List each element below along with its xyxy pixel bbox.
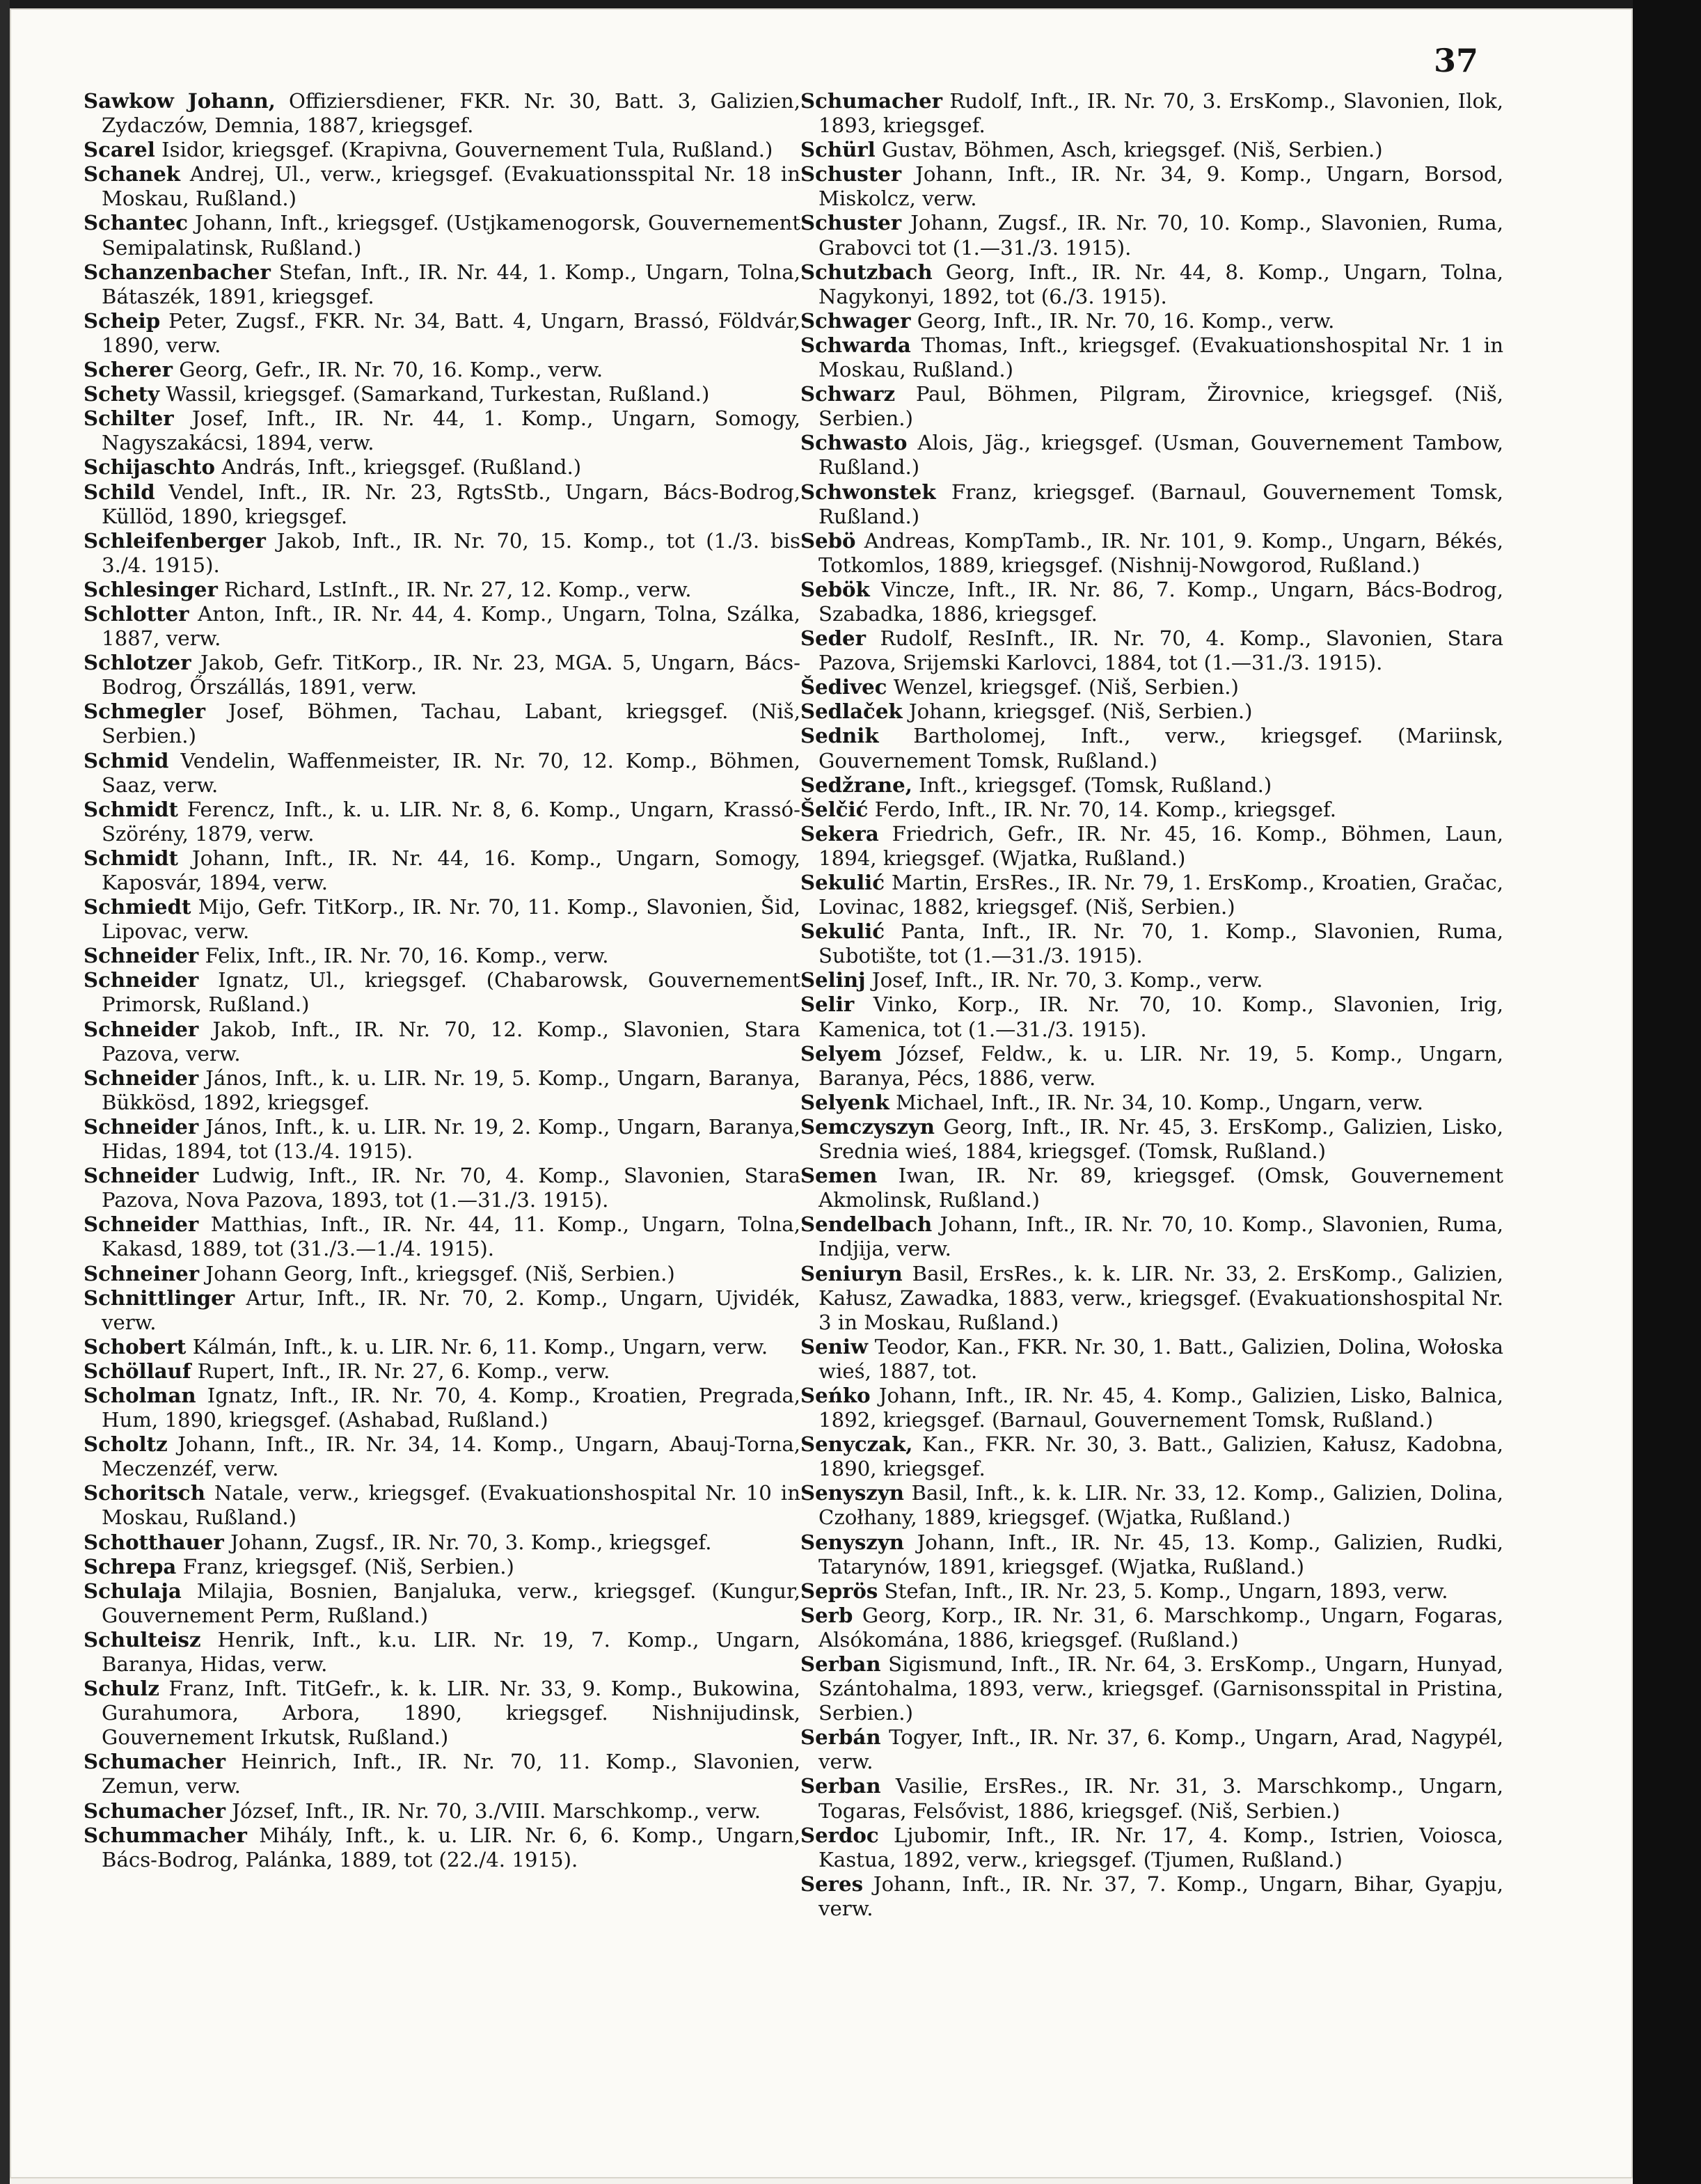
entry-name: Senyczak, (800, 1432, 913, 1457)
list-entry (84, 1823, 800, 1872)
entry-name: Seniw (800, 1334, 869, 1359)
list-entry (800, 1432, 1503, 1481)
entry-name: Senyszyn (800, 1530, 905, 1554)
entry-details: Johann, Inft., IR. Nr. 45, 13. Komp., Galizien, Rudki, Tatarynów, 1891, kriegsgef. (Wjatka, Rußland.) (818, 1530, 1503, 1578)
entry-details: Johann Georg, Inft., kriegsgef. (Niš, Serbien.) (199, 1261, 675, 1285)
entry-details: József, Feldw., k. u. LIR. Nr. 19, 5. Komp., Ungarn, Baranya, Pécs, 1886, verw. (818, 1041, 1503, 1090)
entry-name: Schijaschto (84, 455, 216, 480)
entry-details: Josef, Inft., IR. Nr. 70, 3. Komp., verw. (865, 968, 1263, 992)
entry-details: Johann, Inft., IR. Nr. 44, 16. Komp., Ungarn, Somogy, Kaposvár, 1894, verw. (102, 846, 800, 894)
entry-name: Schulz (84, 1677, 159, 1701)
entry-details: Georg, Inft., IR. Nr. 70, 16. Komp., verw. (910, 308, 1335, 333)
entry-name: Schmiedt (84, 895, 191, 919)
entry-name: Schwarz (800, 382, 896, 406)
list-entry (800, 1872, 1503, 1921)
entry-details: Henrik, Inft., k.u. LIR. Nr. 19, 7. Komp., Ungarn, Baranya, Hidas, verw. (102, 1627, 800, 1676)
list-entry (84, 1677, 800, 1750)
list-entry (800, 1212, 1503, 1261)
list-entry (84, 1115, 800, 1164)
entry-name: Schutzbach (800, 260, 933, 284)
entry-name: Semczyszyn (800, 1114, 935, 1139)
entry-details: Peter, Zugsf., FKR. Nr. 34, Batt. 4, Ungarn, Brassó, Földvár, 1890, verw. (102, 308, 800, 357)
list-entry (84, 529, 800, 578)
entry-name: Serb (800, 1603, 853, 1627)
entry-details: Vinko, Korp., IR. Nr. 70, 10. Komp., Slavonien, Irig, Kamenica, tot (1.—31./3. 1915). (818, 992, 1503, 1041)
entry-name: Schilter (84, 406, 174, 431)
entry-name: Schneider (84, 1114, 199, 1139)
entry-name: Schantec (84, 211, 189, 235)
entry-details: Georg, Inft., IR. Nr. 45, 3. ErsKomp., Galizien, Lisko, Srednia wieś, 1884, kriegsgef. (Tomsk, Rußland.) (818, 1114, 1503, 1164)
entry-name: Schulaja (84, 1578, 182, 1603)
entry-name: Schumacher (84, 1750, 226, 1774)
entry-name: Schneider (84, 1066, 199, 1090)
list-entry (800, 480, 1503, 529)
list-entry (84, 798, 800, 846)
entry-details: Franz, Inft. TitGefr., k. k. LIR. Nr. 33, 9. Komp., Bukowina, Gurahumora, Arbora, 1890, kriegsgef. Nishnijudinsk, Gouvernement Irkutsk, Rußland.) (102, 1677, 800, 1750)
list-entry (84, 1286, 800, 1335)
list-entry (84, 1212, 800, 1261)
list-entry (84, 162, 800, 211)
entry-name: Schlesinger (84, 577, 218, 601)
entry-name: Schulteisz (84, 1627, 201, 1652)
entry-details: Heinrich, Inft., IR. Nr. 70, 11. Komp., Slavonien, Zemun, verw. (102, 1750, 800, 1798)
list-entry (800, 1725, 1503, 1774)
list-entry (800, 699, 1503, 724)
entry-details: Richard, LstInft., IR. Nr. 27, 12. Komp., verw. (217, 577, 692, 601)
entry-details: Ferencz, Inft., k. u. LIR. Nr. 8, 6. Komp., Ungarn, Krassó-Szörény, 1879, verw. (102, 797, 800, 846)
list-entry (84, 480, 800, 529)
entry-name: Schwager (800, 308, 911, 333)
list-entry (84, 382, 800, 406)
entry-details: Jakob, Inft., IR. Nr. 70, 15. Komp., tot (1./3. bis 3./4. 1915). (102, 528, 800, 577)
entry-name: Schety (84, 382, 160, 406)
entry-name: Schummacher (84, 1823, 247, 1847)
list-entry (800, 1115, 1503, 1164)
entry-name: Schwarda (800, 333, 911, 357)
list-entry (800, 1164, 1503, 1212)
list-entry (800, 138, 1503, 162)
entry-details: Vendel, Inft., IR. Nr. 23, RgtsStb., Ungarn, Bács-Bodrog, Küllöd, 1890, kriegsgef. (102, 480, 800, 528)
entry-name: Šedivec (800, 675, 887, 699)
entry-details: Gustav, Böhmen, Asch, kriegsgef. (Niš, Serbien.) (875, 138, 1383, 162)
entry-details: Kálmán, Inft., k. u. LIR. Nr. 6, 11. Komp., Ungarn, verw. (186, 1334, 768, 1359)
list-entry (84, 406, 800, 455)
entry-details: Johann, Zugsf., IR. Nr. 70, 3. Komp., kriegsgef. (223, 1530, 712, 1554)
entry-name: Scheip (84, 308, 161, 333)
entry-name: Schuster (800, 162, 902, 187)
entry-name: Selyem (800, 1041, 883, 1066)
list-entry (84, 1555, 800, 1579)
list-entry (800, 529, 1503, 578)
list-entry (84, 309, 800, 358)
entry-name: Schmidt (84, 846, 178, 870)
entry-details: Jakob, Inft., IR. Nr. 70, 12. Komp., Slavonien, Stara Pazova, verw. (102, 1017, 800, 1066)
entry-name: Serbán (800, 1725, 881, 1750)
left-column (84, 89, 800, 1872)
entry-details: Ludwig, Inft., IR. Nr. 70, 4. Komp., Slavonien, Stara Pazova, Nova Pazova, 1893, tot (1.—31./3. 1915). (102, 1164, 800, 1212)
entry-details: Stefan, Inft., IR. Nr. 44, 1. Komp., Ungarn, Tolna, Bátaszék, 1891, kriegsgef. (102, 260, 800, 308)
entry-name: Schotthauer (84, 1530, 224, 1554)
list-entry (800, 1262, 1503, 1335)
list-entry (800, 211, 1503, 260)
list-entry (84, 138, 800, 162)
entry-details: Andreas, KompTamb., IR. Nr. 101, 9. Komp., Ungarn, Békés, Totkomlos, 1889, kriegsgef. (Nishnij-Nowgorod, Rußland.) (818, 528, 1503, 577)
entry-name: Sekulić (800, 871, 885, 894)
list-entry (800, 919, 1503, 968)
list-entry (84, 1530, 800, 1555)
list-entry (800, 1530, 1503, 1579)
entry-name: Seprös (800, 1578, 878, 1603)
entry-name: Seder (800, 626, 867, 651)
list-entry (800, 1774, 1503, 1823)
entry-details: Martin, ErsRes., IR. Nr. 79, 1. ErsKomp., Kroatien, Gračac, Lovinac, 1882, kriegsgef. (Niš, Serbien.) (818, 871, 1503, 919)
list-entry (84, 1066, 800, 1115)
list-entry (84, 1750, 800, 1798)
scan-left-edge (0, 0, 10, 2184)
entry-details: Artur, Inft., IR. Nr. 70, 2. Komp., Ungarn, Ujvidék, verw. (102, 1285, 800, 1334)
entry-details: Johann, Inft., IR. Nr. 34, 14. Komp., Ungarn, Abauj-Torna, Meczenzéf, verw. (102, 1432, 800, 1481)
entry-name: Seńko (800, 1383, 871, 1407)
list-entry (84, 211, 800, 260)
entry-name: Schanzenbacher (84, 260, 271, 284)
list-entry (800, 578, 1503, 626)
list-entry (800, 1481, 1503, 1530)
scan-top-edge (0, 0, 1701, 8)
entry-name: Scarel (84, 138, 155, 162)
entry-details: Georg, Gefr., IR. Nr. 70, 16. Komp., verw. (172, 358, 603, 382)
list-entry (800, 724, 1503, 773)
page-number: 37 (1434, 42, 1479, 79)
entry-details: Ignatz, Ul., kriegsgef. (Chabarowsk, Gouvernement Primorsk, Rußland.) (102, 968, 800, 1017)
entry-details: Thomas, Inft., kriegsgef. (Evakuationshospital Nr. 1 in Moskau, Rußland.) (818, 333, 1503, 382)
entry-details: Mihály, Inft., k. u. LIR. Nr. 6, 6. Komp., Ungarn, Bács-Bodrog, Palánka, 1889, tot (22./4. 1915). (102, 1823, 800, 1872)
entry-details: Vincze, Inft., IR. Nr. 86, 7. Komp., Ungarn, Bács-Bodrog, Szabadka, 1886, kriegsgef. (818, 577, 1503, 626)
list-entry (84, 89, 800, 138)
entry-name: Sebök (800, 577, 870, 601)
entry-details: Kan., FKR. Nr. 30, 3. Batt., Galizien, Kałusz, Kadobna, 1890, kriegsgef. (818, 1432, 1503, 1481)
list-entry (800, 675, 1503, 699)
entry-name: Senyszyn (800, 1481, 905, 1505)
entry-details: Wassil, kriegsgef. (Samarkand, Turkestan, Rußland.) (159, 382, 710, 406)
list-entry (800, 798, 1503, 822)
entry-details: Johann, Inft., IR. Nr. 34, 9. Komp., Ungarn, Borsod, Miskolcz, verw. (818, 162, 1503, 211)
entry-details: András, Inft., kriegsgef. (Rußland.) (215, 455, 582, 480)
entry-details: Mijo, Gefr. TitKorp., IR. Nr. 70, 11. Komp., Slavonien, Šid, Lipovac, verw. (102, 895, 800, 944)
entry-details: Franz, kriegsgef. (Niš, Serbien.) (176, 1554, 514, 1578)
entry-name: Schöllauf (84, 1359, 191, 1383)
entry-details: Iwan, IR. Nr. 89, kriegsgef. (Omsk, Gouvernement Akmolinsk, Rußland.) (818, 1164, 1503, 1212)
entry-name: Schumacher (84, 1798, 226, 1823)
list-entry (800, 992, 1503, 1041)
entry-details: Anton, Inft., IR. Nr. 44, 4. Komp., Ungarn, Tolna, Szálka, 1887, verw. (102, 601, 800, 651)
entry-details: Johann, Inft., IR. Nr. 45, 4. Komp., Galizien, Lisko, Balnica, 1892, kriegsgef. (Barnaul, Gouvernement Tomsk, Rußland.) (818, 1383, 1503, 1432)
entry-details: Rudolf, ResInft., IR. Nr. 70, 4. Komp., Slavonien, Stara Pazova, Srijemski Karlovci, 1884, tot (1.—31./3. 1915). (818, 626, 1503, 675)
entry-details: Andrej, Ul., verw., kriegsgef. (Evakuationsspital Nr. 18 in Moskau, Rußland.) (102, 162, 800, 211)
list-entry (800, 382, 1503, 431)
entry-name: Sedžrane, (800, 773, 912, 797)
entry-name: Schanek (84, 162, 180, 187)
entry-name: Scholtz (84, 1432, 168, 1457)
list-entry (84, 1359, 800, 1384)
list-entry (84, 358, 800, 382)
entry-name: Schnittlinger (84, 1285, 235, 1310)
list-entry (800, 773, 1503, 798)
list-entry (84, 1262, 800, 1286)
list-entry (84, 846, 800, 895)
entry-name: Scherer (84, 358, 173, 382)
entry-name: Selyenk (800, 1090, 889, 1114)
list-entry (84, 1018, 800, 1066)
entry-name: Schwonstek (800, 480, 936, 504)
list-entry (84, 944, 800, 968)
entry-details: Paul, Böhmen, Pilgram, Žirovnice, kriegsgef. (Niš, Serbien.) (818, 382, 1503, 431)
list-entry (800, 89, 1503, 138)
entry-details: Bartholomej, Inft., verw., kriegsgef. (Mariinsk, Gouvernement Tomsk, Rußland.) (818, 724, 1503, 773)
entry-name: Schumacher (800, 89, 943, 113)
entry-name: Sednik (800, 724, 879, 748)
entry-name: Schmegler (84, 699, 205, 724)
entry-name: Schlotter (84, 601, 189, 626)
entry-name: Schuster (800, 211, 902, 235)
list-entry (84, 1628, 800, 1677)
entry-name: Schmid (84, 748, 169, 773)
list-entry (800, 1335, 1503, 1384)
entry-name: Šelčić (800, 797, 869, 821)
entry-name: Schneiner (84, 1261, 200, 1285)
list-entry (800, 968, 1503, 992)
entry-details: József, Inft., IR. Nr. 70, 3./VIII. Marschkomp., verw. (226, 1798, 761, 1823)
entry-details: Jakob, Gefr. TitKorp., IR. Nr. 23, MGA. 5, Ungarn, Bács-Bodrog, Őrszállás, 1891, verw. (102, 651, 800, 699)
list-entry (84, 699, 800, 748)
entry-name: Seres (800, 1872, 864, 1896)
entry-details: Teodor, Kan., FKR. Nr. 30, 1. Batt., Galizien, Dolina, Wołoska wieś, 1887, tot. (818, 1334, 1503, 1383)
entry-details: Vendelin, Waffenmeister, IR. Nr. 70, 12. Komp., Böhmen, Saaz, verw. (102, 748, 800, 797)
list-entry (84, 1335, 800, 1359)
entry-details: Wenzel, kriegsgef. (Niš, Serbien.) (887, 675, 1239, 699)
entry-name: Schneider (84, 1164, 199, 1188)
list-entry (800, 1604, 1503, 1652)
list-entry (84, 1481, 800, 1530)
entry-details: Johann, Inft., IR. Nr. 37, 7. Komp., Ungarn, Bihar, Gyapju, verw. (818, 1872, 1503, 1920)
entry-details: Franz, kriegsgef. (Barnaul, Gouvernement Tomsk, Rußland.) (818, 480, 1503, 528)
entry-name: Semen (800, 1164, 878, 1188)
entry-name: Schwasto (800, 431, 908, 455)
list-entry (800, 1652, 1503, 1725)
list-entry (84, 1799, 800, 1823)
entry-name: Selir (800, 992, 855, 1017)
entry-name: Sekera (800, 821, 879, 846)
entry-details: Johann, Inft., IR. Nr. 70, 10. Komp., Slavonien, Ruma, Indjija, verw. (818, 1212, 1503, 1261)
entry-details: Togyer, Inft., IR. Nr. 37, 6. Komp., Ungarn, Arad, Nagypél, verw. (818, 1725, 1503, 1774)
list-entry (84, 260, 800, 309)
list-entry (84, 1164, 800, 1212)
entry-details: Basil, ErsRes., k. k. LIR. Nr. 33, 2. ErsKomp., Galizien, Kałusz, Zawadka, 1883, verw., kriegsgef. (Evakuationshospital Nr. 3 in Moskau, Rußland.) (818, 1261, 1503, 1334)
entry-details: Vasilie, ErsRes., IR. Nr. 31, 3. Marschkomp., Ungarn, Togaras, Felsővist, 1886, kriegsgef. (Niš, Serbien.) (818, 1774, 1503, 1823)
entry-details: Matthias, Inft., IR. Nr. 44, 11. Komp., Ungarn, Tolna, Kakasd, 1889, tot (31./3.—1./4. 1915). (102, 1212, 800, 1261)
list-entry (84, 578, 800, 602)
entry-details: Josef, Böhmen, Tachau, Labant, kriegsgef. (Niš, Serbien.) (102, 699, 800, 748)
entry-name: Sebö (800, 528, 856, 553)
entry-details: Johann, Zugsf., IR. Nr. 70, 10. Komp., Slavonien, Ruma, Grabovci tot (1.—31./3. 1915). (818, 211, 1503, 260)
entry-name: Schlotzer (84, 651, 191, 675)
list-entry (84, 1432, 800, 1481)
entry-details: Georg, Korp., IR. Nr. 31, 6. Marschkomp., Ungarn, Fogaras, Alsókomána, 1886, kriegsgef. (Rußland.) (818, 1603, 1503, 1652)
entry-details: Basil, Inft., k. k. LIR. Nr. 33, 12. Komp., Galizien, Dolina, Czołhany, 1889, kriegsgef. (Wjatka, Rußland.) (818, 1481, 1503, 1530)
entry-name: Serban (800, 1774, 881, 1798)
entry-name: Schneider (84, 968, 199, 992)
entry-details: Georg, Inft., IR. Nr. 44, 8. Komp., Ungarn, Tolna, Nagykonyi, 1892, tot (6./3. 1915). (818, 260, 1503, 308)
entry-name: Schneider (84, 1017, 199, 1041)
entry-name: Selinj (800, 968, 866, 992)
list-entry (800, 162, 1503, 211)
entry-details: Josef, Inft., IR. Nr. 44, 1. Komp., Ungarn, Somogy, Nagyszakácsi, 1894, verw. (102, 406, 800, 455)
entry-details: Friedrich, Gefr., IR. Nr. 45, 16. Komp., Böhmen, Laun, 1894, kriegsgef. (Wjatka, Rußland.) (818, 821, 1503, 870)
list-entry (84, 968, 800, 1017)
entry-name: Sedlaček (800, 699, 903, 724)
list-entry (800, 1384, 1503, 1432)
entry-details: Sigismund, Inft., IR. Nr. 64, 3. ErsKomp., Ungarn, Hunyad, Szántohalma, 1893, verw., kriegsgef. (Garnisonsspital in Pristina, Serbien.) (818, 1652, 1503, 1725)
entry-details: Alois, Jäg., kriegsgef. (Usman, Gouvernement Tambow, Rußland.) (818, 431, 1503, 480)
entry-details: János, Inft., k. u. LIR. Nr. 19, 5. Komp., Ungarn, Baranya, Bükkösd, 1892, kriegsgef. (102, 1066, 800, 1114)
list-entry (84, 895, 800, 944)
entry-name: Serdoc (800, 1823, 879, 1847)
entry-name: Schild (84, 480, 155, 504)
entry-name: Schleifenberger (84, 528, 266, 553)
entry-name: Sendelbach (800, 1212, 933, 1237)
entry-details: Panta, Inft., IR. Nr. 70, 1. Komp., Slavonien, Ruma, Subotište, tot (1.—31./3. 1915). (818, 919, 1503, 968)
scan-right-edge (1633, 0, 1701, 2184)
entry-details: Johann, kriegsgef. (Niš, Serbien.) (902, 699, 1253, 724)
entry-details: Ljubomir, Inft., IR. Nr. 17, 4. Komp., Istrien, Voiosca, Kastua, 1892, verw., kriegsgef. (Tjumen, Rußland.) (818, 1823, 1503, 1872)
list-entry (800, 333, 1503, 382)
list-entry (800, 1823, 1503, 1872)
entry-name: Schürl (800, 138, 876, 162)
list-entry (800, 1042, 1503, 1091)
list-entry (84, 455, 800, 480)
entry-name: Serban (800, 1652, 881, 1676)
entry-details: Rupert, Inft., IR. Nr. 27, 6. Komp., verw. (191, 1359, 610, 1383)
entry-name: Schrepa (84, 1554, 177, 1578)
entry-details: Rudolf, Inft., IR. Nr. 70, 3. ErsKomp., Slavonien, Ilok, 1893, kriegsgef. (818, 89, 1503, 138)
list-entry (800, 309, 1503, 333)
list-entry (800, 1579, 1503, 1604)
entry-name: Sekulić (800, 919, 885, 944)
entry-name: Schoritsch (84, 1481, 205, 1505)
entry-details: Stefan, Inft., IR. Nr. 23, 5. Komp., Ungarn, 1893, verw. (878, 1578, 1448, 1603)
entry-name: Schmidt (84, 797, 178, 821)
entry-name: Seniuryn (800, 1261, 903, 1285)
entry-details: Johann, Inft., kriegsgef. (Ustjkamenogorsk, Gouvernement Semipalatinsk, Rußland.) (102, 211, 800, 260)
entry-name: Schobert (84, 1334, 187, 1359)
list-entry (800, 1091, 1503, 1115)
entry-details: Ferdo, Inft., IR. Nr. 70, 14. Komp., kriegsgef. (868, 797, 1337, 821)
list-entry (84, 1384, 800, 1432)
entry-details: Felix, Inft., IR. Nr. 70, 16. Komp., verw. (198, 944, 609, 968)
list-entry (800, 822, 1503, 871)
list-entry (84, 1579, 800, 1628)
list-entry (800, 431, 1503, 480)
entry-details: Inft., kriegsgef. (Tomsk, Rußland.) (912, 773, 1272, 797)
entry-name: Sawkow Johann, (84, 89, 276, 113)
entry-details: Natale, verw., kriegsgef. (Evakuationshospital Nr. 10 in Moskau, Rußland.) (102, 1481, 800, 1530)
list-entry (800, 626, 1503, 675)
entry-name: Schneider (84, 1212, 199, 1237)
entry-details: Isidor, kriegsgef. (Krapivna, Gouvernement Tula, Rußland.) (155, 138, 773, 162)
entry-details: Offiziersdiener, FKR. Nr. 30, Batt. 3, Galizien, Zydaczów, Demnia, 1887, kriegsgef. (102, 89, 801, 138)
entry-details: Ignatz, Inft., IR. Nr. 70, 4. Komp., Kroatien, Pregrada, Hum, 1890, kriegsgef. (Ashabad, Rußland.) (102, 1383, 800, 1432)
entry-details: János, Inft., k. u. LIR. Nr. 19, 2. Komp., Ungarn, Baranya, Hidas, 1894, tot (13./4. 1915). (102, 1114, 800, 1164)
list-entry (800, 871, 1503, 919)
entry-details: Michael, Inft., IR. Nr. 34, 10. Komp., Ungarn, verw. (889, 1090, 1423, 1114)
entry-details: Milajia, Bosnien, Banjaluka, verw., kriegsgef. (Kungur, Gouvernement Perm, Rußland.) (102, 1578, 800, 1627)
list-entry (84, 749, 800, 798)
right-column (800, 89, 1503, 1921)
list-entry (84, 651, 800, 699)
list-entry (800, 260, 1503, 309)
list-entry (84, 602, 800, 651)
entry-name: Schneider (84, 944, 199, 968)
entry-name: Scholman (84, 1383, 196, 1407)
